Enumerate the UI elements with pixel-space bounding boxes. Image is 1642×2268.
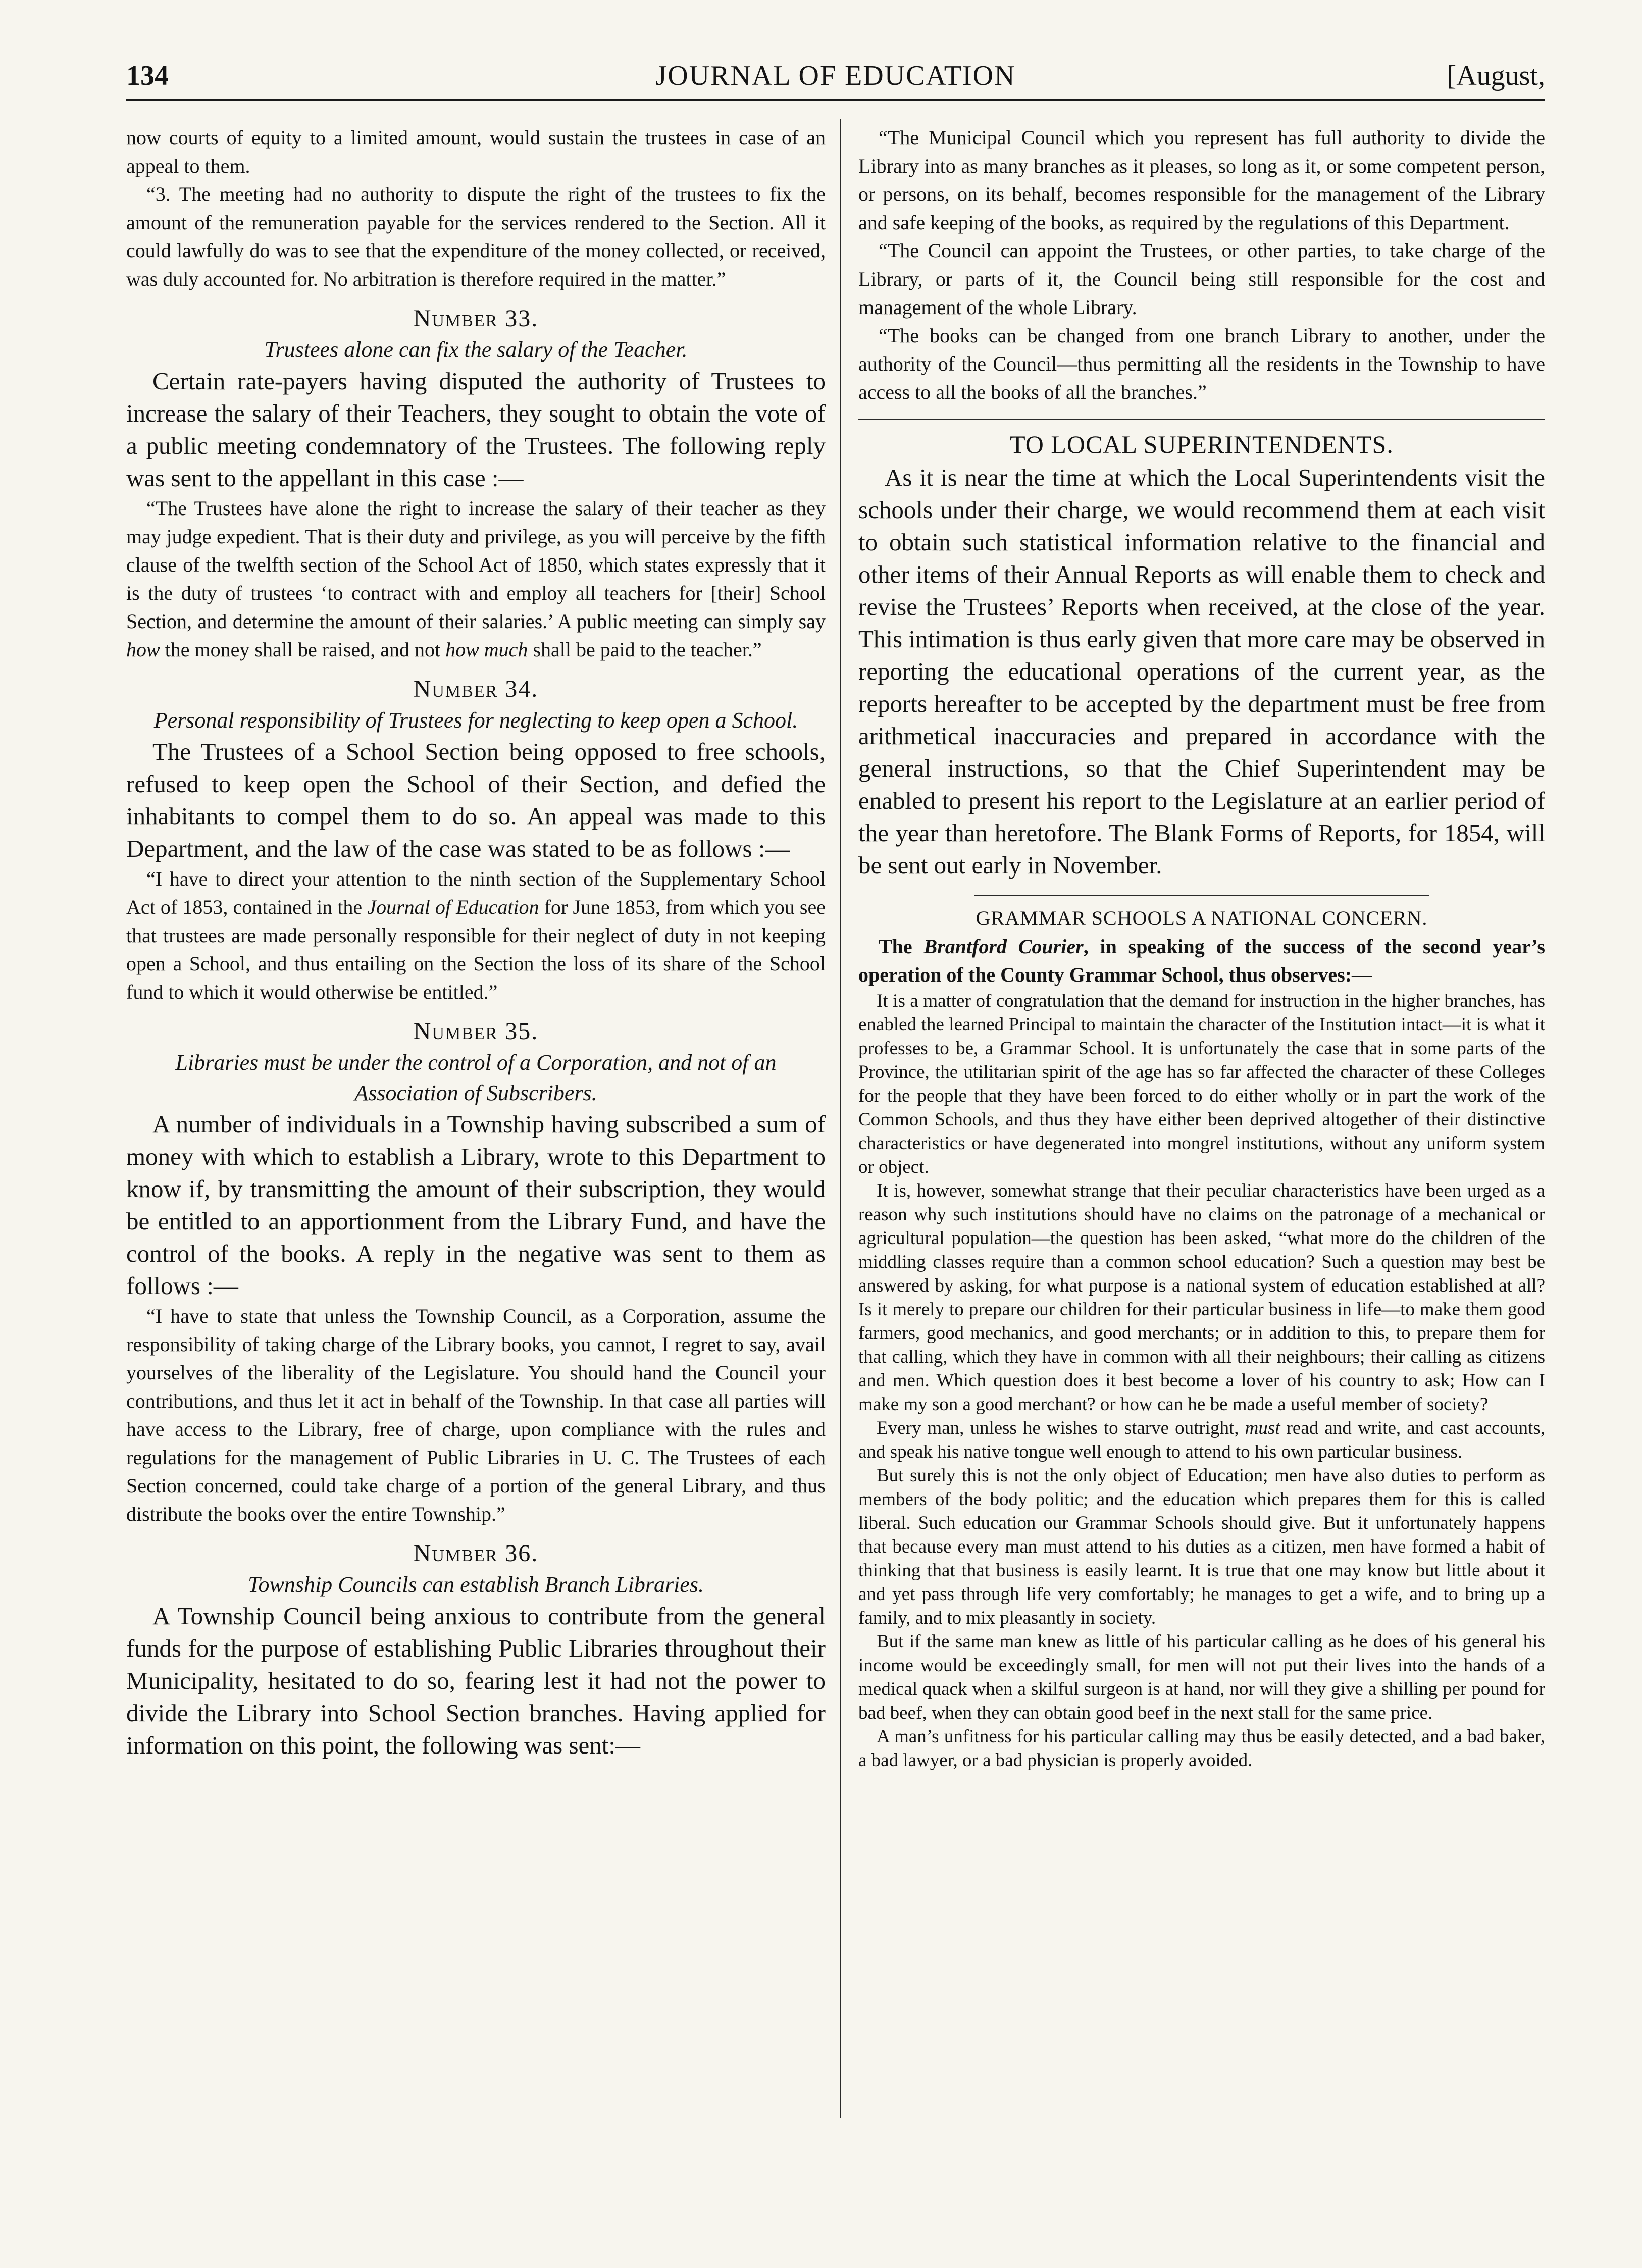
section-quote-33: “The Trustees have alone the right to increase the salary of their teacher as they may judge expedient. That is their duty and privilege, as you will perceive by the fifth clause of the twelfth section of the School Act of 1850, which states expressly that it is the duty of trustees ‘to contract with and employ all teachers for [their] School Section, and determine the amount of their salaries.’ A public meeting can simply say how the money shall be raised, and not how much shall be paid to the teacher.”: [126, 497, 826, 661]
section-quote-35: “I have to state that unless the Township Council, as a Corporation, assume the responsibility of taking charge of the Library books, you cannot, I regret to say, avail yourselves of the liberality of the Legislature. You should hand the Council your contributions, and thus let it act in behalf of the Township. In that case all parties will have access to the Library, free of charge, upon compliance with the rules and regulations for the management of Public Libraries in U. C. The Trustees of each Section concerned, could take charge of a portion of the general Library, and thus distribute the books over the entire Township.”: [126, 1305, 826, 1525]
section-subheading-36: Township Councils can establish Branch Libraries.: [248, 1572, 704, 1597]
section-subheading-35: Libraries must be under the control of a Corporation, and not of an Association of Subscribers.: [175, 1050, 777, 1105]
grammar-schools-heading: GRAMMAR SCHOOLS A NATIONAL CONCERN.: [976, 907, 1428, 930]
grammar-paragraph-1: It is a matter of congratulation that the demand for instruction in the higher branches, has enabled the learned Principal to maintain the character of the Institution intact—it is what it professes to be, a Grammar School. It is unfortunately the case that in some parts of the Province, the utilitarian spirit of the age has so far affected the character of these Colleges for the people that they have been forced to do either wholly or in part the work of the Common Schools, and thus they have either been deprived altogether of their distinctive characteristics or have degenerated into mongrel institutions, without any uniform system or object.: [858, 991, 1545, 1177]
page-header: [126, 60, 1545, 100]
grammar-paragraph-3: Every man, unless he wishes to starve outright, must read and write, and cast accounts, and speak his native tongue well enough to attend to his own particular business.: [858, 1418, 1545, 1462]
branch-library-quote-3: “The books can be changed from one branch Library to another, under the authority of the Council—thus permitting all the residents in the Township to have access to all the books of all the branches.”: [858, 324, 1545, 403]
grammar-paragraph-6: A man’s unfitness for his particular calling may thus be easily detected, and a bad baker, a bad lawyer, or a bad physician is properly avoided.: [858, 1726, 1545, 1771]
section-heading-35: Number 35.: [413, 1018, 539, 1045]
section-heading-33: Number 33.: [413, 305, 539, 332]
branch-library-quote-2: “The Council can appoint the Trustees, or other parties, to take charge of the Library, or parts of it, the Council being still responsible for the cost and management of the whole Library.: [858, 239, 1545, 319]
issue-month: [August,: [1447, 60, 1545, 91]
left-column: [126, 124, 826, 1762]
section-rule: [858, 419, 1545, 420]
section-rule-short: [974, 895, 1429, 896]
section-subheading-33: Trustees alone can fix the salary of the Teacher.: [264, 337, 688, 362]
section-heading-34: Number 34.: [413, 676, 539, 702]
local-superintendents-body: As it is near the time at which the Local Superintendents visit the schools under their charge, we would recommend them at each visit to obtain such statistical information relative to the financial and other items of their Annual Reports as will enable them to check and revise the Trustees’ Reports when received, at the close of the year. This intimation is thus early given that more care may be observed in reporting the educational operations of the current year, as the reports hereafter to be accepted by the department must be free from arithmetical inaccuracies and prepared in accordance with the general instructions, so that the Chief Superintendent may be enabled to present his report to the Legislature at an earlier period of the year than heretofore. The Blank Forms of Reports, for 1854, will be sent out early in November.: [858, 463, 1545, 879]
section-body-33: Certain rate-payers having disputed the authority of Trustees to increase the salary of their Teachers, they sought to obtain the vote of a public meeting condemnatory of the Trustees. The following reply was sent to the appellant in this case :—: [126, 367, 826, 492]
section-body-34: The Trustees of a School Section being opposed to free schools, refused to keep open the School of their Section, and defied the inhabitants to compel them to do so. An appeal was made to this Department, and the law of the case was stated to be as follows :—: [126, 738, 826, 862]
grammar-paragraph-2: It is, however, somewhat strange that their peculiar characteristics have been urged as a reason why such institutions should have no claims on the patronage of a mechanical or agricultural population—the question has been asked, “what more do the children of the middling classes require than a common school education? Such a question may best be answered by asking, for what purpose is a national system of education established at all? Is it merely to prepare our children for their particular business in life—to make them good farmers, good mechanics, and good merchants; or in addition to this, to prepare them for that calling, which they have in common with all their neighbours; their calling as citizens and men. Which question does it best become a lover of his country to ask; How can I make my son a good merchant? or how can he be made a useful member of society?: [858, 1180, 1545, 1415]
grammar-schools-intro: The Brantford Courier, in speaking of the success of the second year’s operation of the County Grammar School, thus observes:—: [858, 935, 1546, 986]
section-heading-36: Number 36.: [413, 1540, 539, 1567]
local-superintendents-heading: TO LOCAL SUPERINTENDENTS.: [1010, 430, 1394, 458]
right-column: [858, 124, 1545, 1772]
section-quote-34: “I have to direct your attention to the ninth section of the Supplementary School Act of 1853, contained in the Journal of Education for June 1853, from which you see that trustees are made personally responsible for their neglect of duty in not keeping open a School, and thus entailing on the Section the loss of its share of the School fund to which it would otherwise be entitled.”: [126, 867, 826, 1003]
grammar-paragraph-4: But surely this is not the only object of Education; men have also duties to perform as members of the body politic; and the education which prepares them for this is called liberal. Such education our Grammar Schools should give. But it unfortunately happens that because every man must attend to his duties as a citizen, men have formed a habit of thinking that that business is easily learnt. It is true that one may know but little about it and yet pass through life very comfortably; he manages to get a wife, and to bring up a family, and to mix pleasantly in society.: [858, 1465, 1545, 1628]
column-divider: [840, 119, 841, 2118]
branch-library-quote-1: “The Municipal Council which you represent has full authority to divide the Library into as many branches as it pleases, so long as it, or some competent person, or persons, on its behalf, becomes responsible for the management of the Library and safe keeping of the books, as required by the regulations of this Department.: [858, 126, 1545, 234]
section-body-35: A number of individuals in a Township having subscribed a sum of money with which to establish a Library, wrote to this Department to know if, by transmitting the amount of their subscription, they would be entitled to an apportionment from the Library Fund, and have the control of the books. A reply in the negative was sent to them as follows :—: [126, 1110, 826, 1300]
page-number: 134: [126, 60, 169, 91]
section-body-36: A Township Council being anxious to contribute from the general funds for the purpose of establishing Public Libraries throughout their Municipality, hesitated to do so, fearing lest it had not the power to divide the Library into School Section branches. Having applied for information on this point, the following was sent:—: [126, 1602, 826, 1759]
quoted-paragraph: “3. The meeting had no authority to dispute the right of the trustees to fix the amount of the remuneration payable for the services rendered to the Section. All it could lawfully do was to see that the expenditure of the money collected, or received, was duly accounted for. No arbitration is therefore required in the matter.”: [126, 183, 826, 290]
journal-title: JOURNAL OF EDUCATION: [655, 60, 1016, 91]
section-subheading-34: Personal responsibility of Trustees for neglecting to keep open a School.: [153, 708, 798, 733]
header-rule: [126, 99, 1545, 101]
grammar-paragraph-5: But if the same man knew as little of his particular calling as he does of his general his income would be exceedingly small, for men will not put their lives into the hands of a medical quack when a skilful surgeon is at hand, nor will they give a shilling per pound for bad beef, when they can obtain good beef in the next stall for the same price.: [858, 1631, 1545, 1723]
continued-paragraph: now courts of equity to a limited amount, would sustain the trustees in case of an appeal to them.: [126, 126, 826, 177]
